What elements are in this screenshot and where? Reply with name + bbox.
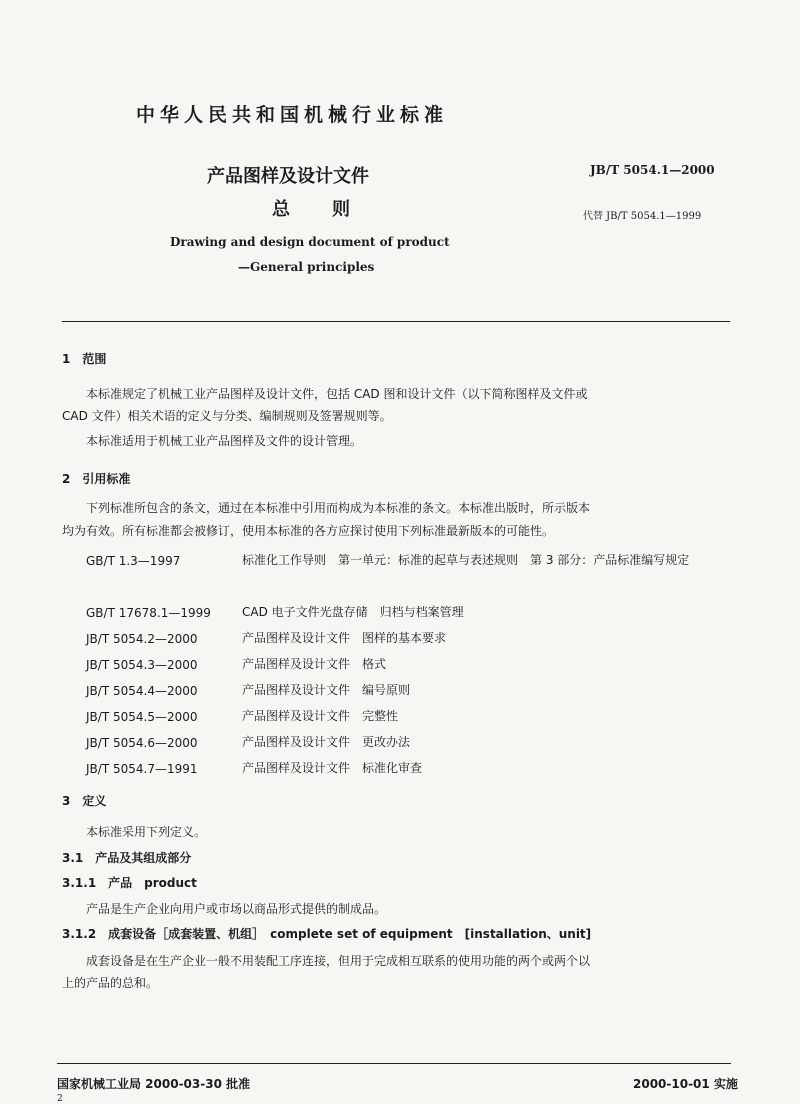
- section-3-1-2-paragraph-line-2: 上的产品的总和。: [62, 976, 159, 990]
- section-1-heading: 1 范围: [62, 352, 107, 366]
- reference-code: JB/T 5054.2—2000: [86, 632, 198, 646]
- document-title-cn: 产品图样及设计文件: [207, 166, 369, 187]
- reference-code: JB/T 5054.7—1991: [86, 762, 198, 776]
- implementation-date: 2000-10-01 实施: [633, 1077, 738, 1091]
- reference-code: GB/T 17678.1—1999: [86, 606, 211, 620]
- reference-item: [86, 756, 736, 782]
- reference-title: 产品图样及设计文件 更改办法: [242, 735, 411, 749]
- section-3-1-2-heading: 3.1.2 成套设备［成套装置、机组］ complete set of equipment [installation、unit]: [62, 927, 592, 941]
- section-2-paragraph-line-1: 下列标准所包含的条文，通过在本标准中引用而构成为本标准的条文。本标准出版时，所示版本: [86, 501, 591, 515]
- reference-code: GB/T 1.3—1997: [86, 554, 181, 568]
- footer-divider: [57, 1063, 731, 1064]
- section-1-paragraph-1-line-2: CAD 文件）相关术语的定义与分类、编制规则及签署规则等。: [62, 409, 392, 423]
- standard-organization: 中华人民共和国机械行业标准: [136, 104, 449, 126]
- reference-item: [86, 730, 736, 756]
- reference-title: 产品图样及设计文件 图样的基本要求: [242, 631, 447, 645]
- section-1-paragraph-1-line-1: 本标准规定了机械工业产品图样及设计文件，包括 CAD 图和设计文件（以下简称图样及文件或: [86, 387, 588, 401]
- reference-item: [86, 548, 736, 600]
- reference-title: 产品图样及设计文件 标准化审查: [242, 761, 423, 775]
- reference-title: 产品图样及设计文件 格式: [242, 657, 387, 671]
- reference-code: JB/T 5054.5—2000: [86, 710, 198, 724]
- reference-code: JB/T 5054.3—2000: [86, 658, 198, 672]
- reference-title: 标准化工作导则 第一单元：标准的起草与表述规则 第 3 部分：产品标准编写规定: [242, 553, 690, 567]
- reference-item: [86, 652, 736, 678]
- section-3-1-2-paragraph-line-1: 成套设备是在生产企业一般不用装配工序连接，但用于完成相互联系的使用功能的两个或两个以: [86, 954, 591, 968]
- section-3-1-1-paragraph: 产品是生产企业向用户或市场以商品形式提供的制成品。: [86, 902, 387, 916]
- reference-item: [86, 600, 736, 626]
- section-3-1-heading: 3.1 产品及其组成部分: [62, 851, 192, 865]
- section-3-paragraph: 本标准采用下列定义。: [86, 825, 207, 839]
- section-3-heading: 3 定义: [62, 794, 107, 808]
- header-divider: [62, 321, 730, 322]
- standard-number: JB/T 5054.1—2000: [590, 163, 715, 177]
- page-number: 2: [57, 1094, 63, 1104]
- document-title-en-line1: Drawing and design document of product: [170, 235, 450, 249]
- reference-title: CAD 电子文件光盘存储 归档与档案管理: [242, 605, 464, 619]
- approval-date: 国家机械工业局 2000-03-30 批准: [57, 1077, 251, 1091]
- document-subtitle-cn: 总 则: [272, 199, 362, 220]
- section-1-paragraph-2: 本标准适用于机械工业产品图样及文件的设计管理。: [86, 434, 363, 448]
- reference-item: [86, 678, 736, 704]
- reference-item: [86, 626, 736, 652]
- reference-item: [86, 704, 736, 730]
- document-title-en-line2: —General principles: [238, 260, 375, 274]
- section-3-1-1-heading: 3.1.1 产品 product: [62, 876, 197, 890]
- reference-title: 产品图样及设计文件 完整性: [242, 709, 399, 723]
- section-2-paragraph-line-2: 均为有效。所有标准都会被修订，使用本标准的各方应探讨使用下列标准最新版本的可能性。: [62, 524, 555, 538]
- section-2-heading: 2 引用标准: [62, 472, 131, 486]
- reference-code: JB/T 5054.6—2000: [86, 736, 198, 750]
- reference-title: 产品图样及设计文件 编号原则: [242, 683, 411, 697]
- reference-code: JB/T 5054.4—2000: [86, 684, 198, 698]
- replaces-standard: 代替 JB/T 5054.1—1999: [583, 211, 702, 222]
- reference-list: [86, 548, 736, 782]
